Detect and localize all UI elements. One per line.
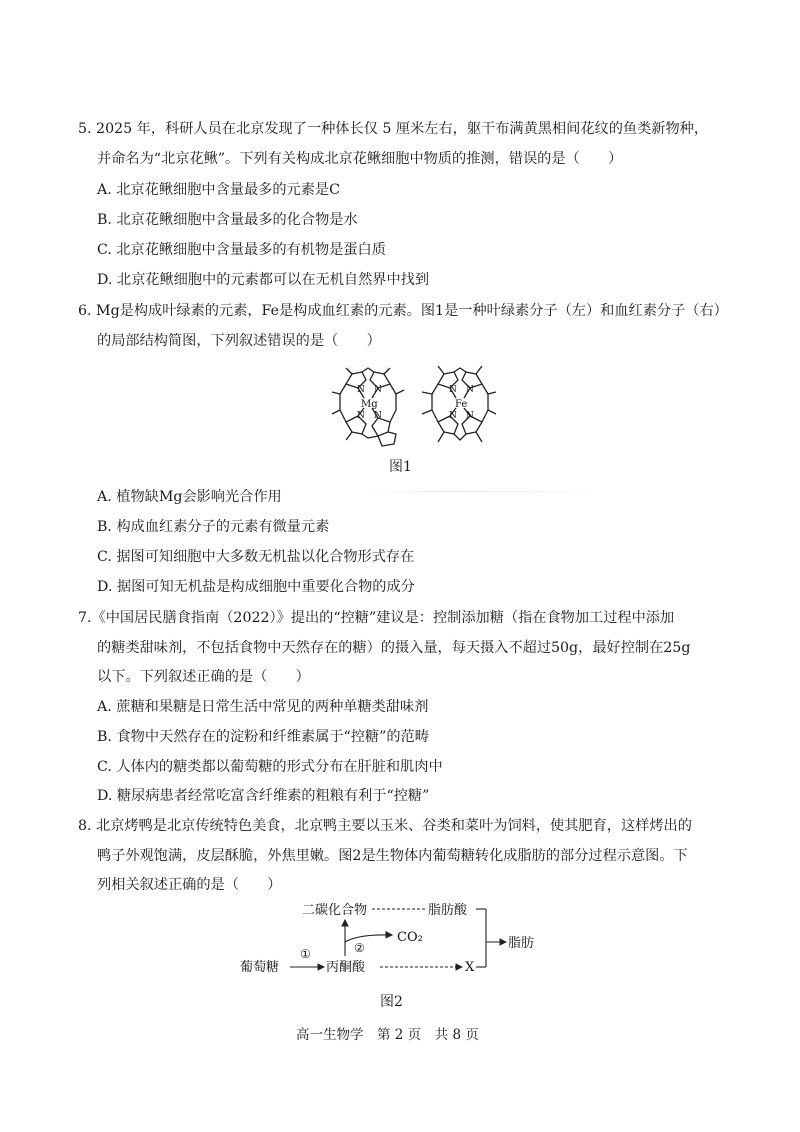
figure-1-molecules xyxy=(316,362,496,452)
q6-option-b: B. 构成血红素分子的元素有微量元素 xyxy=(97,519,330,535)
glucose-label: 葡萄糖 xyxy=(240,960,280,975)
q7-stem-line-2: 的糖类甜味剂，不包括食物中天然存在的糖）的摄入量，每天摄入不超过50g，最好控制在25g xyxy=(97,640,691,656)
svg-text:N: N xyxy=(374,385,382,395)
page-footer: 高一生物学 第 2 页 共 8 页 xyxy=(296,1027,479,1043)
chlorophyll-n-label: N xyxy=(357,385,365,395)
q8-stem-line-3: 列相关叙述正确的是（ ） xyxy=(97,877,282,893)
q5-stem-line-2: 并命名为“北京花鳅”。下列有关构成北京花鳅细胞中物质的推测，错误的是（ ） xyxy=(97,151,623,167)
q6-stem-line-1: 6. Mg是构成叶绿素的元素，Fe是构成血红素的元素。图1是一种叶绿素分子（左）和血红素分子（右） xyxy=(78,303,728,319)
q5-option-c: C. 北京花鳅细胞中含量最多的有机物是蛋白质 xyxy=(97,242,386,258)
two-carbon-compound-label: 二碳化合物 xyxy=(302,903,368,918)
fat-label: 脂肪 xyxy=(508,936,535,951)
fe-label: Fe xyxy=(455,399,468,410)
figure-2-pathway xyxy=(240,898,560,988)
q7-option-c: C. 人体内的糖类都以葡萄糖的形式分布在肝脏和肌肉中 xyxy=(97,759,443,775)
pyruvate-label: 丙酮酸 xyxy=(326,960,366,975)
q7-option-b: B. 食物中天然存在的淀粉和纤维素属于“控糖”的范畴 xyxy=(97,729,429,745)
svg-text:N: N xyxy=(374,411,382,421)
q5-option-d: D. 北京花鳅细胞中的元素都可以在无机自然界中找到 xyxy=(97,272,430,288)
fatty-acid-label: 脂肪酸 xyxy=(428,903,468,918)
q5-stem-line-1: 5. 2025 年，科研人员在北京发现了一种体长仅 5 厘米左右，躯干布满黄黑相间花纹的鱼类新物种， xyxy=(78,121,709,137)
co2-label: CO₂ xyxy=(397,930,423,945)
figure-2-caption: 图2 xyxy=(380,994,403,1010)
step-2-label: ② xyxy=(354,941,365,955)
q7-stem-line-1: 7.《中国居民膳食指南（2022）》提出的“控糖”建议是：控制添加糖（指在食物加工过程中添加 xyxy=(78,610,675,626)
svg-text:N: N xyxy=(466,385,474,395)
svg-text:N: N xyxy=(357,411,365,421)
heme-n-label: N xyxy=(449,385,457,395)
q6-stem-line-2: 的局部结构简图，下列叙述错误的是（ ） xyxy=(97,333,381,349)
q6-option-d: D. 据图可知无机盐是构成细胞中重要化合物的成分 xyxy=(97,579,415,595)
mg-label: Mg xyxy=(361,399,378,410)
svg-text:N: N xyxy=(449,411,457,421)
q5-option-b: B. 北京花鳅细胞中含量最多的化合物是水 xyxy=(97,212,358,228)
figure-1-caption: 图1 xyxy=(389,459,412,475)
svg-text:N: N xyxy=(466,411,474,421)
scan-smudge xyxy=(360,491,610,492)
step-1-label: ① xyxy=(300,947,311,961)
q8-stem-line-1: 8. 北京烤鸭是北京传统特色美食，北京鸭主要以玉米、谷类和菜叶为饲料，使其肥育，这样烤出的 xyxy=(78,818,692,834)
x-label: X xyxy=(465,960,475,975)
q7-stem-line-3: 以下。下列叙述正确的是（ ） xyxy=(97,669,310,685)
q8-stem-line-2: 鸭子外观饱满，皮层酥脆，外焦里嫩。图2是生物体内葡萄糖转化成脂肪的部分过程示意图。下 xyxy=(97,848,688,864)
q7-option-d: D. 糖尿病患者经常吃富含纤维素的粗粮有利于“控糖” xyxy=(97,788,430,804)
q6-option-c: C. 据图可知细胞中大多数无机盐以化合物形式存在 xyxy=(97,549,415,565)
q6-option-a: A. 植物缺Mg会影响光合作用 xyxy=(97,489,282,505)
q7-option-a: A. 蔗糖和果糖是日常生活中常见的两种单糖类甜味剂 xyxy=(97,699,429,715)
q5-option-a: A. 北京花鳅细胞中含量最多的元素是C xyxy=(97,182,340,198)
